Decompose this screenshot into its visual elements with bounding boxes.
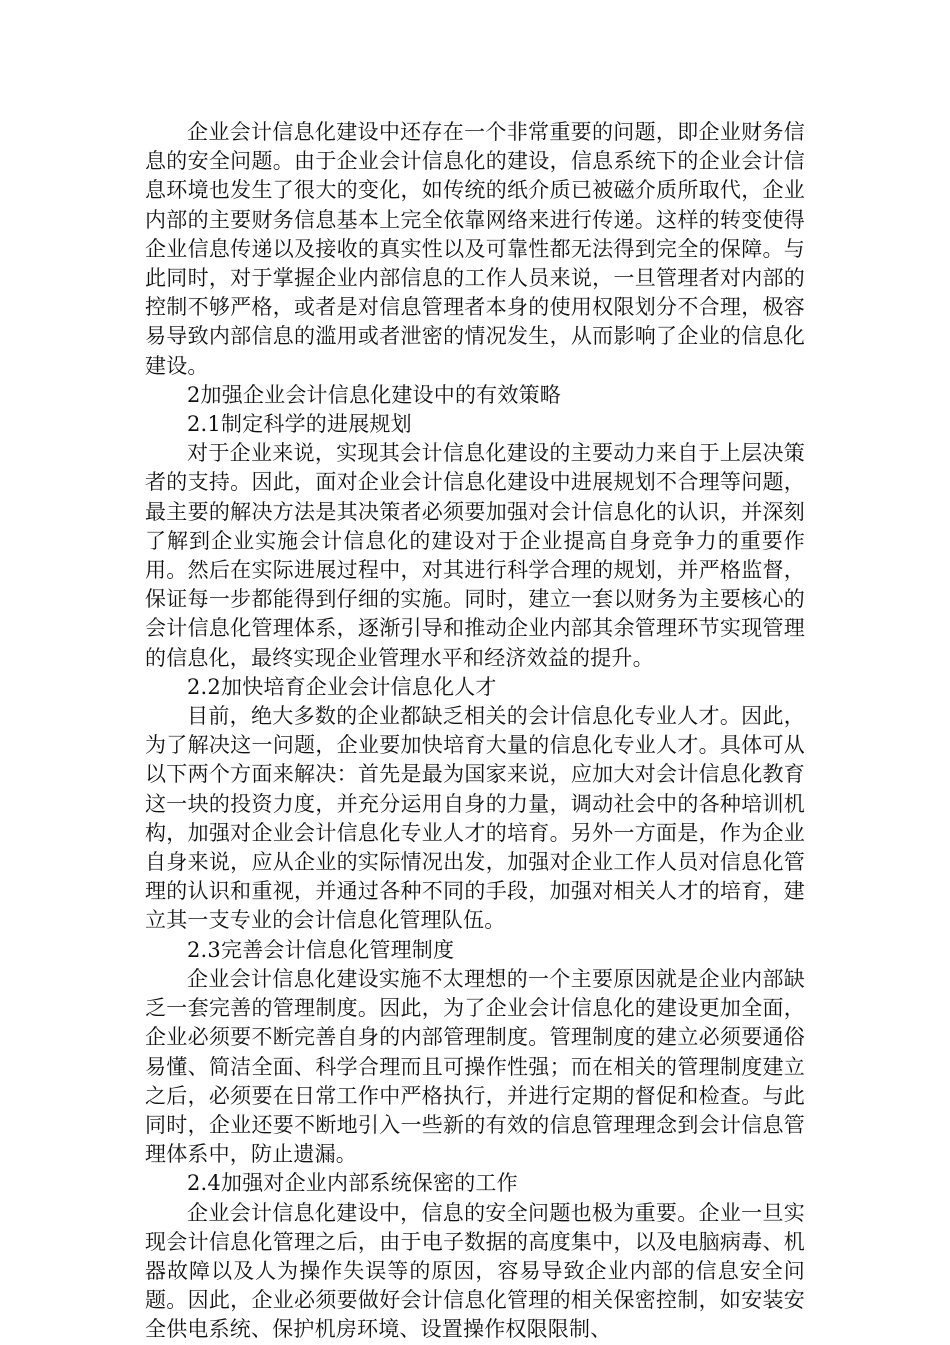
document-body [145,118,805,1345]
paragraph-management-system: 企业会计信息化建设实施不太理想的一个主要原因就是企业内部缺乏一套完善的管理制度。因此，为了企业会计信息化的建设更加全面，企业必须要不断完善自身的内部管理制度。管理制度的建立必须要通俗易懂、简洁全面、科学合理而且可操作性强；而在相关的管理制度建立之后，必须要在日常工作中严格执行，并进行定期的督促和检查。与此同时，企业还要不断地引入一些新的有效的信息管理理念到会计信息管理体系中，防止遗漏。 [145,966,805,1167]
paragraph-planning: 对于企业来说，实现其会计信息化建设的主要动力来自于上层决策者的支持。因此，面对企业会计信息化建设中进展规划不合理等问题，最主要的解决方法是其决策者必须要加强对会计信息化的认识，并深刻了解到企业实施会计信息化的建设对于企业提高自身竞争力的重要作用。然后在实际进展过程中，对其进行科学合理的规划，并严格监督，保证每一步都能得到仔细的实施。同时，建立一套以财务为主要核心的会计信息化管理体系，逐渐引导和推动企业内部其余管理环节实现管理的信息化，最终实现企业管理水平和经济效益的提升。 [145,441,805,670]
section-heading-2-1: 2.1制定科学的进展规划 [187,412,412,437]
section-heading-2-4: 2.4加强对企业内部系统保密的工作 [187,1171,518,1196]
paragraph-security-issue: 企业会计信息化建设中还存在一个非常重要的问题，即企业财务信息的安全问题。由于企业会计信息化的建设，信息系统下的企业会计信息环境也发生了很大的变化，如传统的纸介质已被磁介质所取代，企业内部的主要财务信息基本上完全依靠网络来进行传递。这样的转变使得企业信息传递以及接收的真实性以及可靠性都无法得到完全的保障。与此同时，对于掌握企业内部信息的工作人员来说，一旦管理者对内部的控制不够严格，或者是对信息管理者本身的使用权限划分不合理，极容易导致内部信息的滥用或者泄密的情况发生，从而影响了企业的信息化建设。 [145,120,805,378]
paragraph-confidentiality: 企业会计信息化建设中，信息的安全问题也极为重要。企业一旦实现会计信息化管理之后，由于电子数据的高度集中，以及电脑病毒、机器故障以及人为操作失误等的原因，容易导致企业内部的信息安全问题。因此，企业必须要做好会计信息化管理的相关保密控制，如安装安全供电系统、保护机房环境、设置操作权限限制、 [145,1200,805,1342]
section-heading-2-3: 2.3完善会计信息化管理制度 [187,937,455,962]
section-heading-2: 2加强企业会计信息化建设中的有效策略 [187,382,561,407]
section-heading-2-2: 2.2加快培育企业会计信息化人才 [187,674,497,699]
paragraph-talent: 目前，绝大多数的企业都缺乏相关的会计信息化专业人才。因此，为了解决这一问题，企业要加快培育大量的信息化专业人才。具体可从以下两个方面来解决：首先是最为国家来说，应加大对会计信息化教育这一块的投资力度，并充分运用自身的力量，调动社会中的各种培训机构，加强对企业会计信息化专业人才的培育。另外一方面是，作为企业自身来说，应从企业的实际情况出发，加强对企业工作人员对信息化管理的认识和重视，并通过各种不同的手段，加强对相关人才的培育，建立其一支专业的会计信息化管理队伍。 [145,704,805,933]
